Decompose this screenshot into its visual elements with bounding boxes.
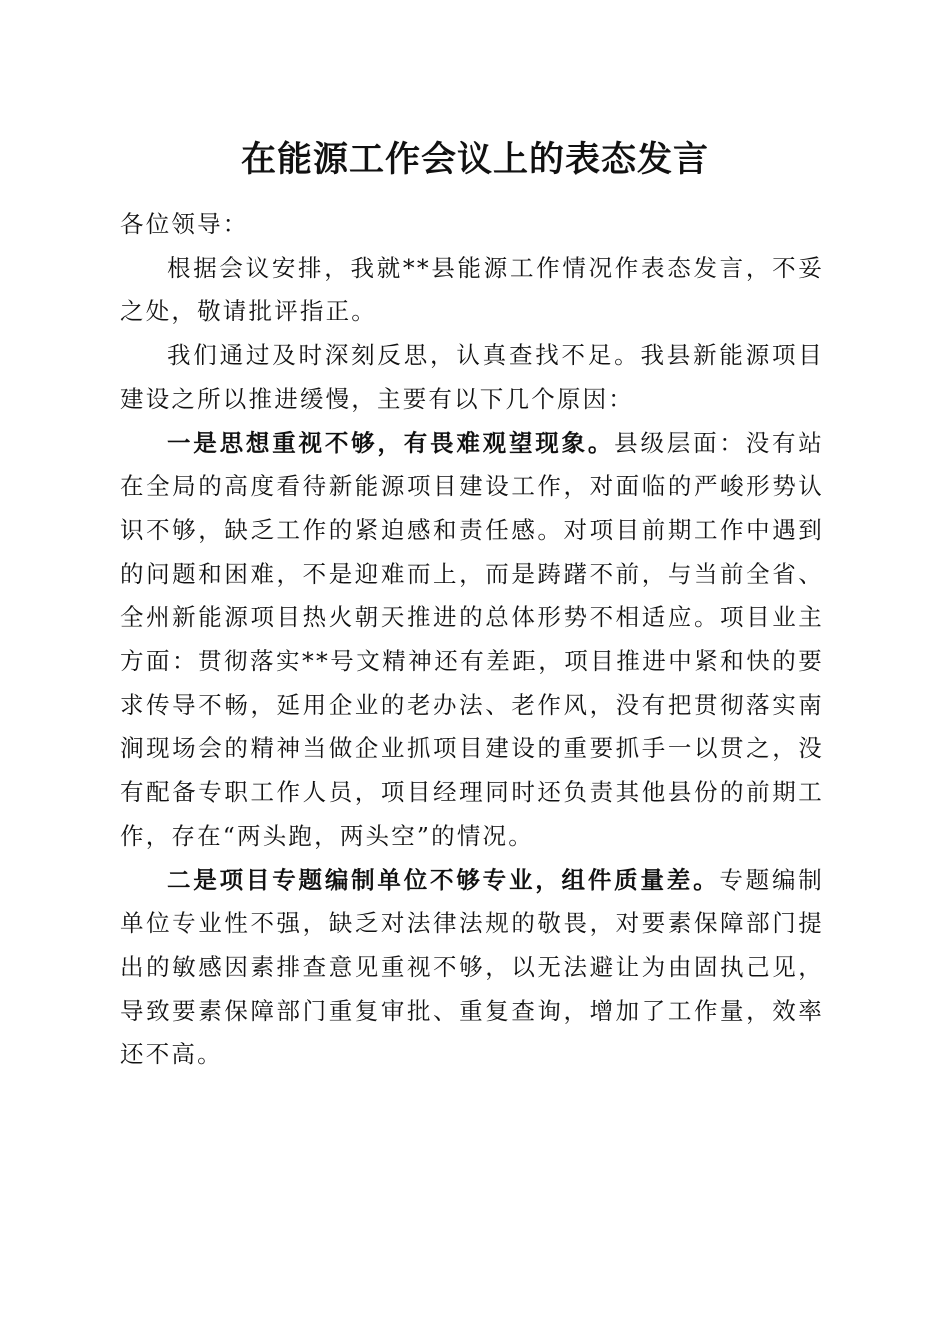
paragraph-text: 根据会议安排，我就**县能源工作情况作表态发言，不妥之处，敬请批评指正。 xyxy=(120,253,824,326)
paragraph-text: 专题编制单位专业性不强，缺乏对法律法规的敬畏，对要素保障部门提出的敏感因素排查意见重视不够，以无法避让为由固执己见，导致要素保障部门重复审批、重复查询，增加了工作量，效率还不高。 xyxy=(120,865,824,1069)
paragraph-reason-two xyxy=(120,859,824,1078)
paragraph-reflection xyxy=(120,334,824,421)
paragraph-lead-heading: 一是思想重视不够，有畏难观望现象。 xyxy=(167,428,615,457)
salutation: 各位领导： xyxy=(120,210,249,238)
document-body xyxy=(120,203,824,1077)
paragraph-lead-heading: 二是项目专题编制单位不够专业，组件质量差。 xyxy=(167,865,720,894)
paragraph-reason-one xyxy=(120,422,824,859)
paragraph-text: 县级层面：没有站在全局的高度看待新能源项目建设工作，对面临的严峻形势认识不够，缺乏工作的紧迫感和责任感。对项目前期工作中遇到的问题和困难，不是迎难而上，而是踌躇不前，与当前全省、全州新能源项目热火朝天推进的总体形势不相适应。项目业主方面：贯彻落实**号文精神还有差距，项目推进中紧和快的要求传导不畅，延用企业的老办法、老作风，没有把贯彻落实南涧现场会的精神当做企业抓项目建设的重要抓手一以贯之，没有配备专职工作人员，项目经理同时还负责其他县份的前期工作，存在“两头跑，两头空”的情况。 xyxy=(120,428,824,850)
paragraph-text: 我们通过及时深刻反思，认真查找不足。我县新能源项目建设之所以推进缓慢，主要有以下几个原因： xyxy=(120,341,824,413)
document-title: 在能源工作会议上的表态发言 xyxy=(240,139,709,180)
paragraph-opening xyxy=(120,247,824,334)
